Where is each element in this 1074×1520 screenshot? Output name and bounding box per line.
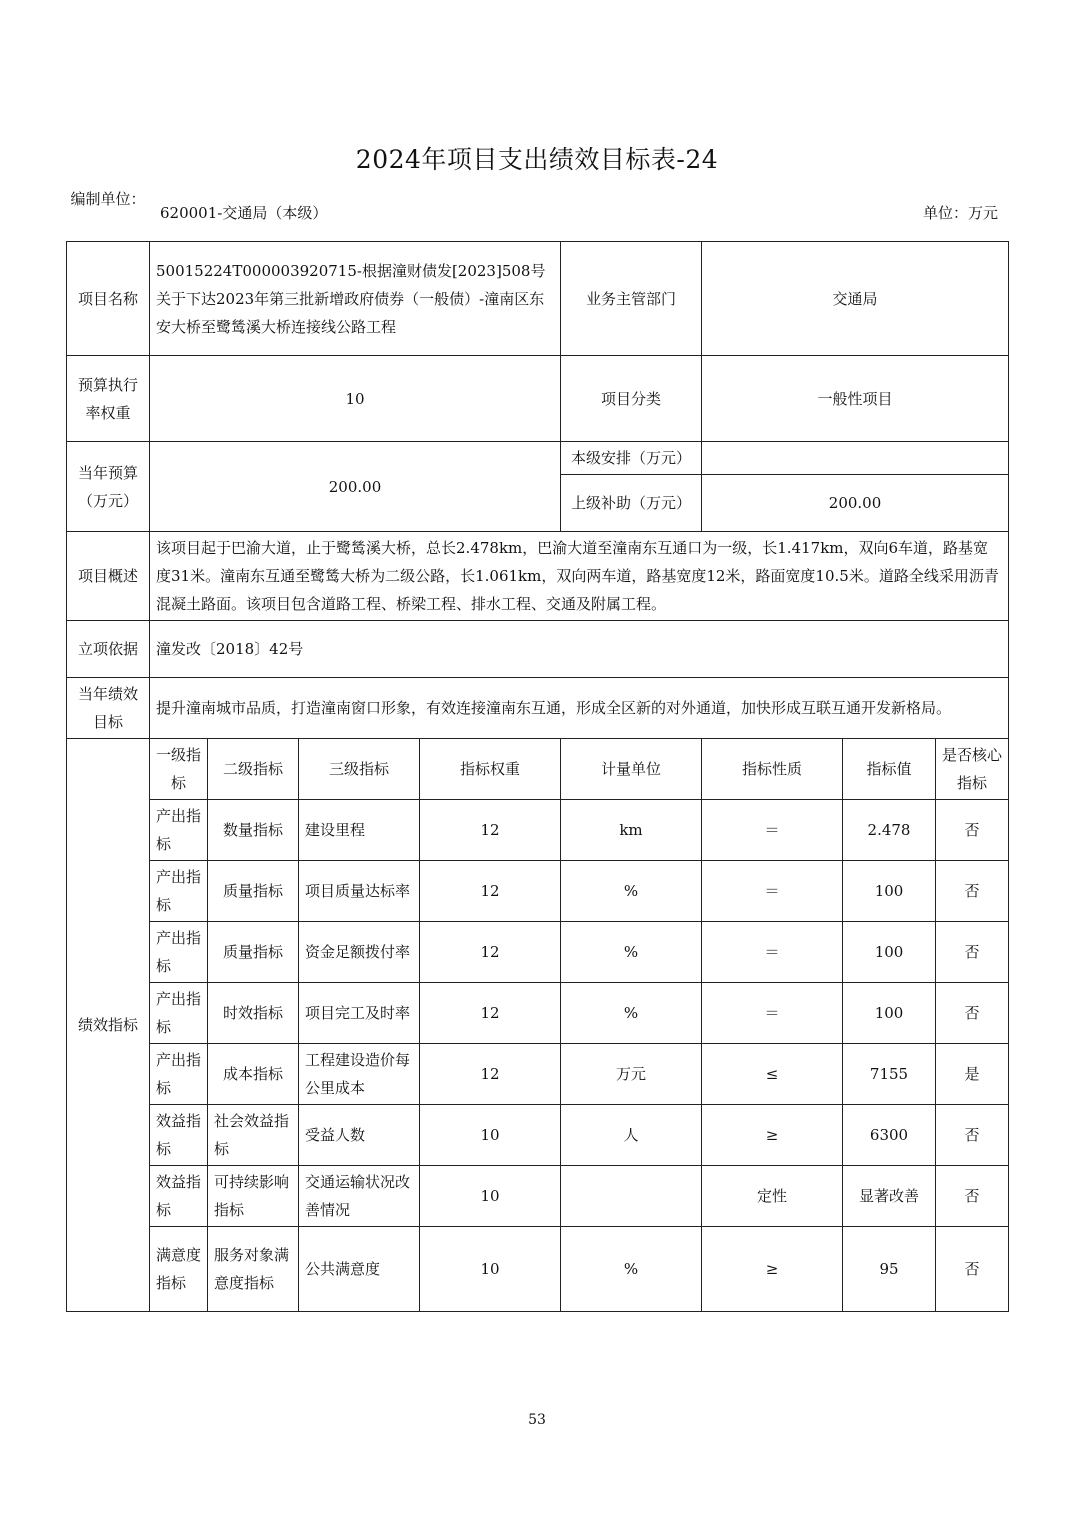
core-cell: 否 [936, 861, 1009, 922]
unit-cell: % [561, 922, 702, 983]
local-budget-value [702, 442, 1009, 475]
level3-cell: 工程建设造价每公里成本 [299, 1044, 420, 1105]
core-cell: 否 [936, 983, 1009, 1044]
value-cell: 95 [843, 1227, 936, 1312]
weight-cell: 10 [420, 1166, 561, 1227]
level1-cell: 产出指标 [150, 922, 208, 983]
weight-cell: 12 [420, 922, 561, 983]
level2-cell: 服务对象满意度指标 [208, 1227, 299, 1312]
level3-cell: 受益人数 [299, 1105, 420, 1166]
goal-label: 当年绩效目标 [67, 678, 150, 739]
weight-cell: 12 [420, 983, 561, 1044]
nature-cell: ＝ [702, 922, 843, 983]
level3-cell: 资金足额拨付率 [299, 922, 420, 983]
unit-cell: km [561, 800, 702, 861]
header-cell: 二级指标 [208, 739, 299, 800]
unit-cell: 万元 [561, 1044, 702, 1105]
goal-value: 提升潼南城市品质，打造潼南窗口形象，有效连接潼南东互通，形成全区新的对外通道，加快形成互联互通开发新格局。 [150, 678, 1009, 739]
unit-value: 620001-交通局（本级） [160, 204, 328, 222]
core-cell: 否 [936, 800, 1009, 861]
core-cell: 否 [936, 1166, 1009, 1227]
table-row [67, 983, 1009, 1044]
table-row [67, 1166, 1009, 1227]
value-cell: 7155 [843, 1044, 936, 1105]
page-number: 53 [528, 1412, 546, 1428]
value-cell: 100 [843, 983, 936, 1044]
basis-label: 立项依据 [67, 621, 150, 678]
nature-cell: ＝ [702, 983, 843, 1044]
weight-value: 10 [150, 356, 561, 442]
level1-cell: 效益指标 [150, 1166, 208, 1227]
header-cell: 是否核心指标 [936, 739, 1009, 800]
table-row [67, 1227, 1009, 1312]
core-cell: 是 [936, 1044, 1009, 1105]
table-row [67, 922, 1009, 983]
table-row [67, 1044, 1009, 1105]
local-budget-label: 本级安排（万元） [561, 442, 702, 475]
currency-unit: 单位：万元 [922, 204, 998, 222]
header-cell: 指标权重 [420, 739, 561, 800]
core-cell: 否 [936, 1227, 1009, 1312]
level3-cell: 项目质量达标率 [299, 861, 420, 922]
level1-cell: 满意度指标 [150, 1227, 208, 1312]
weight-label: 预算执行率权重 [67, 356, 150, 442]
level3-cell: 公共满意度 [299, 1227, 420, 1312]
level2-cell: 质量指标 [208, 922, 299, 983]
level1-cell: 产出指标 [150, 983, 208, 1044]
header-cell: 计量单位 [561, 739, 702, 800]
weight-cell: 10 [420, 1105, 561, 1166]
header-cell: 三级指标 [299, 739, 420, 800]
nature-cell: ≤ [702, 1044, 843, 1105]
level3-cell: 交通运输状况改善情况 [299, 1166, 420, 1227]
dept-label: 业务主管部门 [561, 242, 702, 356]
weight-cell: 12 [420, 1044, 561, 1105]
table-row [67, 861, 1009, 922]
unit-cell: % [561, 983, 702, 1044]
value-cell: 2.478 [843, 800, 936, 861]
nature-cell: ＝ [702, 861, 843, 922]
level3-cell: 项目完工及时率 [299, 983, 420, 1044]
weight-cell: 12 [420, 800, 561, 861]
weight-cell: 12 [420, 861, 561, 922]
overview-value: 该项目起于巴渝大道，止于鹭鸶溪大桥，总长2.478km，巴渝大道至潼南东互通口为一级，长1.417km，双向6车道，路基宽度31米。潼南东互通至鹭鸶大桥为二级公路，长1.061km，双向两车道，路基宽度12米，路面宽度10.5米。道路全线采用沥青混凝土路面。该项目包含道路工程、桥梁工程、排水工程、交通及附属工程。 [150, 532, 1009, 621]
table-row [67, 800, 1009, 861]
indicators-section-label: 绩效指标 [67, 739, 150, 1312]
superior-budget-value: 200.00 [702, 475, 1009, 532]
value-cell: 100 [843, 861, 936, 922]
budget-value: 200.00 [150, 442, 561, 532]
value-cell: 100 [843, 922, 936, 983]
nature-cell: ＝ [702, 800, 843, 861]
header-cell: 指标性质 [702, 739, 843, 800]
budget-label: 当年预算（万元） [67, 442, 150, 532]
level1-cell: 产出指标 [150, 800, 208, 861]
nature-cell: ≥ [702, 1227, 843, 1312]
level3-cell: 建设里程 [299, 800, 420, 861]
level1-cell: 产出指标 [150, 861, 208, 922]
page-title: 2024年项目支出绩效目标表-24 [355, 145, 719, 174]
level2-cell: 可持续影响指标 [208, 1166, 299, 1227]
level2-cell: 社会效益指标 [208, 1105, 299, 1166]
value-cell: 显著改善 [843, 1166, 936, 1227]
unit-cell: 人 [561, 1105, 702, 1166]
basis-value: 潼发改〔2018〕42号 [150, 621, 1009, 678]
level1-cell: 效益指标 [150, 1105, 208, 1166]
superior-budget-label: 上级补助（万元） [561, 475, 702, 532]
core-cell: 否 [936, 1105, 1009, 1166]
category-label: 项目分类 [561, 356, 702, 442]
table-row [67, 1105, 1009, 1166]
unit-cell [561, 1166, 702, 1227]
level2-cell: 数量指标 [208, 800, 299, 861]
project-name-label: 项目名称 [67, 242, 150, 356]
nature-cell: 定性 [702, 1166, 843, 1227]
unit-cell: % [561, 861, 702, 922]
overview-label: 项目概述 [67, 532, 150, 621]
nature-cell: ≥ [702, 1105, 843, 1166]
header-cell: 指标值 [843, 739, 936, 800]
core-cell: 否 [936, 922, 1009, 983]
level2-cell: 成本指标 [208, 1044, 299, 1105]
category-value: 一般性项目 [702, 356, 1009, 442]
level2-cell: 时效指标 [208, 983, 299, 1044]
value-cell: 6300 [843, 1105, 936, 1166]
project-name-value: 50015224T000003920715-根据潼财债发[2023]508号关于下达2023年第三批新增政府债券（一般债）-潼南区东安大桥至鹭鸶溪大桥连接线公路工程 [150, 242, 561, 356]
header-cell: 一级指标 [150, 739, 208, 800]
unit-cell: % [561, 1227, 702, 1312]
level1-cell: 产出指标 [150, 1044, 208, 1105]
unit-label: 编制单位： [70, 190, 146, 208]
dept-value: 交通局 [702, 242, 1009, 356]
level2-cell: 质量指标 [208, 861, 299, 922]
performance-table [66, 241, 1009, 1312]
weight-cell: 10 [420, 1227, 561, 1312]
